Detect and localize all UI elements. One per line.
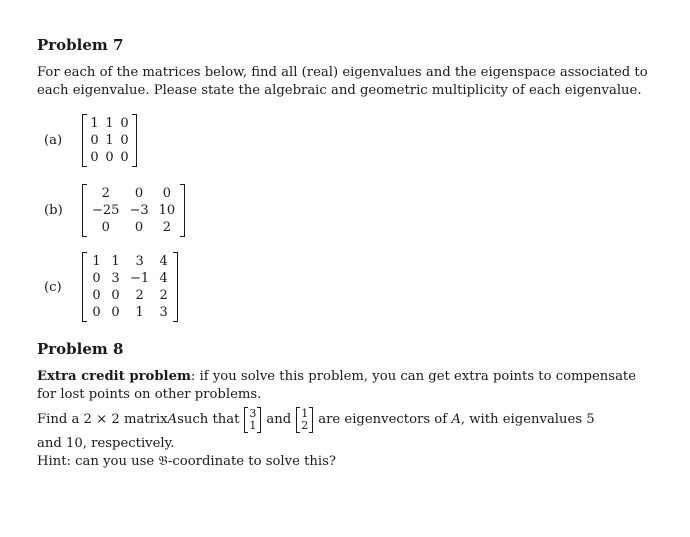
vector-2-cell: 1 (301, 407, 309, 420)
statement-continuation: and 10, respectively. (37, 436, 175, 451)
matrix-c-cell: 0 (111, 288, 120, 303)
vector-1-cell: 3 (249, 407, 257, 420)
problem-7-intro-line-2: each eigenvalue. Please state the algebraic and geometric multiplicity of each eigenvalue. (37, 83, 642, 98)
matrix-c-cell: 0 (92, 271, 101, 286)
matrix-a-cell: 0 (120, 116, 129, 131)
problem-7-heading: Problem 7 (37, 36, 124, 54)
matrix-c-cell: 0 (111, 305, 120, 320)
part-c-label: (c) (44, 279, 62, 295)
matrix-b-cell: −25 (92, 203, 120, 218)
vector-1 (244, 407, 261, 433)
matrix-a-cell: 0 (105, 150, 114, 165)
hint-prefix: Hint: can you use (37, 454, 159, 469)
part-a (44, 114, 677, 167)
matrix-a-cell: 1 (105, 116, 114, 131)
matrix-c-cell: 0 (92, 305, 101, 320)
vector-2-cell: 2 (301, 419, 309, 432)
matrix-b (82, 184, 185, 237)
and-word: and (266, 412, 292, 427)
matrix-b-cell: −3 (129, 203, 149, 218)
matrix-b-cell: 0 (162, 186, 172, 201)
problem-8-extra-credit (37, 368, 677, 404)
matrix-b-cell: 2 (101, 186, 110, 201)
extra-credit-text-line-2: for lost points on other problems. (37, 387, 262, 402)
problem-7-intro (37, 64, 677, 100)
matrix-variable-a: A (167, 412, 178, 427)
matrix-a (82, 114, 137, 167)
matrix-c-cell: 4 (159, 271, 168, 286)
matrix-c-cell: 1 (111, 254, 120, 269)
matrix-c-cell: 2 (159, 288, 168, 303)
hint (37, 453, 677, 471)
matrix-b-cell: 0 (134, 186, 144, 201)
matrix-a-cell: 1 (105, 133, 114, 148)
matrix-c-cell: 1 (135, 305, 144, 320)
part-b-label: (b) (44, 203, 63, 218)
statement-suffix-2: , with eigenvalues 5 (460, 412, 595, 427)
matrix-c-cell: 0 (92, 288, 101, 303)
statement-mid: such that (177, 412, 240, 427)
matrix-c-cell: 3 (135, 254, 144, 269)
matrix-b-cell: 2 (162, 220, 172, 235)
matrix-b-cell: 10 (158, 203, 176, 218)
part-c (44, 252, 677, 322)
matrix-b-cell: 0 (134, 220, 144, 235)
matrix-b-cell: 0 (101, 220, 110, 235)
matrix-c-cell: 2 (135, 288, 144, 303)
statement-suffix: are eigenvectors of (318, 412, 448, 427)
matrix-c-cell: −1 (130, 271, 150, 286)
matrix-a-cell: 0 (90, 133, 99, 148)
matrix-c-cell: 4 (159, 254, 168, 269)
matrix-a-cell: 0 (120, 133, 129, 148)
part-a-label: (a) (44, 133, 63, 148)
matrix-a-cell: 1 (90, 116, 99, 131)
part-b (44, 184, 677, 237)
problem-8-heading: Problem 8 (37, 340, 124, 358)
hint-suffix: -coordinate to solve this? (167, 454, 336, 469)
statement-prefix: Find a 2 × 2 matrix (37, 412, 168, 427)
matrix-a-cell: 0 (90, 150, 99, 165)
vector-1-cell: 1 (249, 419, 257, 432)
vector-2 (296, 407, 313, 433)
matrix-c-cell: 1 (92, 254, 101, 269)
extra-credit-text: : if you solve this problem, you can get extra points to compensate (190, 369, 637, 384)
matrix-a-cell: 0 (120, 150, 129, 165)
matrix-variable-a-2: A (451, 412, 461, 427)
extra-credit-label: Extra credit problem (37, 369, 191, 384)
problem-7-intro-line-1: For each of the matrices below, find all (real) eigenvalues and the eigenspace associated to (37, 65, 648, 80)
basis-symbol: 𝔅 (158, 454, 168, 469)
matrix-c-cell: 3 (159, 305, 168, 320)
matrix-c (82, 252, 178, 322)
document-page (37, 34, 677, 471)
problem-8-statement (37, 407, 677, 433)
matrix-c-cell: 3 (111, 271, 120, 286)
